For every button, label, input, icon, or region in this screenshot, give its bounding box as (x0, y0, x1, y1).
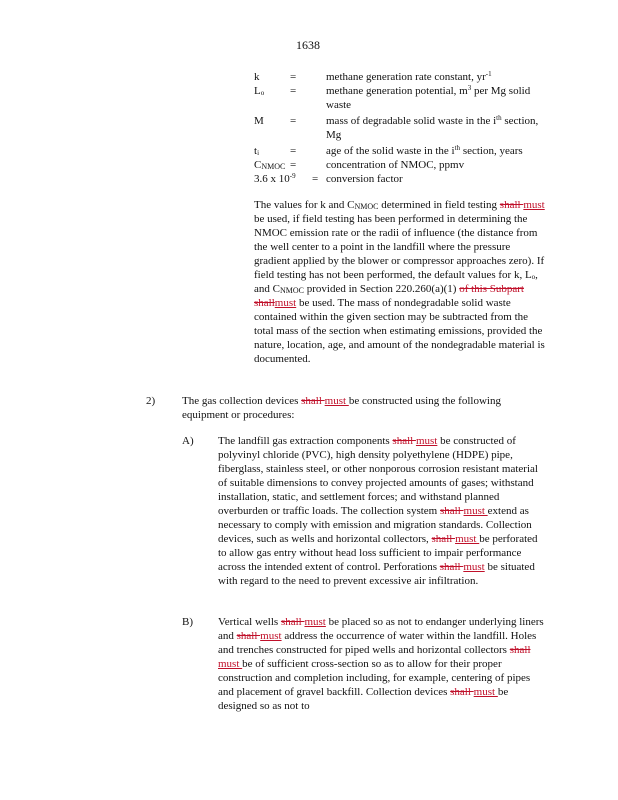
equals-sign: = (290, 145, 297, 157)
inserted-text: must (463, 561, 485, 573)
body-text: Vertical wells (218, 616, 281, 628)
item-a-label: A) (182, 435, 194, 447)
definitions-list (254, 70, 554, 186)
definition-row (254, 158, 554, 172)
body-text: be constructed of polyvinyl chloride (PVC), high density polyethylene (HDPE) pipe, fiberglass, stainless steel, or other nonporous corrosion resistant material of suitable dimensions to convey projected amounts of gases; withstand installation, static, and settlement forces; and withstand planned overburden or traffic loads. The collection system (218, 435, 538, 517)
definition-text: conversion factor (326, 173, 403, 185)
field-testing-paragraph: The values for k and $C_{NMOC}$ determined in field testing shall must be used, if field testing has been performed in determining the NMOC emission rate or the radii of influence (the distance from the well center to a point in the landfill where the pressure gradient applied by the blower or compressor approaches zero). If field testing has not been performed, the default values for k, $L_o$, and $C_{NMOC}$ provided in Section 220.260(a)(1) of this Subpart shallmust be used. The mass of nondegradable solid waste contained within the given section may be subtracted from the total mass of the section when estimating emissions, provided the nature, location, age, and amount of the nondegradable material is documented. (254, 199, 545, 365)
inserted-text: must (463, 505, 488, 517)
inserted-text: must (218, 658, 243, 670)
inserted-text: must (473, 686, 498, 698)
deleted-text: shall (236, 630, 261, 642)
definition-row (254, 144, 554, 158)
equals-sign: = (290, 85, 297, 97)
equals-sign: = (290, 115, 297, 127)
equals-sign: = (290, 159, 297, 171)
inserted-text: must (455, 533, 480, 545)
item-b-label: B) (182, 616, 193, 628)
deleted-text: shall (439, 505, 464, 517)
deleted-text: shall (450, 686, 474, 698)
definition-row (254, 70, 554, 84)
body-text: be situated with regard to the need to prevent excessive air infiltration. (218, 561, 535, 587)
deleted-text: shall (392, 435, 416, 447)
item-2-label: 2) (146, 395, 156, 407)
definition-text: mass of degradable solid waste in the $i^{th}$ section, Mg (326, 114, 539, 141)
body-text: The landfill gas extraction components (218, 435, 393, 447)
body-text: extend as necessary to comply with emission and migration standards. Collection devices, such as wells and horizontal collectors, (218, 505, 532, 545)
deleted-text: shall (439, 561, 464, 573)
definition-text: methane generation potential, $m^3$ per Mg solid waste (326, 84, 531, 111)
equals-sign: = (312, 173, 319, 185)
definition-symbol: $L_o$ (254, 85, 265, 97)
definition-text: age of the solid waste in the $i^{th}$ section, years (326, 144, 523, 157)
inserted-text: must (415, 435, 438, 447)
definition-symbol: M (254, 115, 264, 127)
inserted-text: must (304, 616, 326, 628)
deleted-text: shall (431, 533, 456, 545)
body-text: be designed so as not to (218, 686, 509, 712)
item-b-text (218, 615, 544, 713)
deleted-text: shall (280, 616, 305, 628)
body-text: be perforated to allow gas entry without head loss sufficient to impair performance across the intended extent of control. Perforations (218, 533, 538, 573)
inserted-text: must (260, 630, 282, 642)
definition-row (254, 84, 554, 112)
definition-symbol: $t_i$ (254, 145, 260, 157)
definition-row (254, 172, 554, 186)
equals-sign: = (290, 71, 297, 83)
body-text: be of sufficient cross-section so as to allow for their proper construction and completion including, for example, centering of pipes and placement of gravel backfill. Collection devices (218, 658, 531, 698)
body-text: be placed so as not to endanger underlying liners and (218, 616, 544, 642)
definition-row (254, 114, 554, 142)
item-a-text (218, 434, 544, 588)
definition-symbol: $C_{NMOC}$ (254, 159, 286, 171)
definition-text: concentration of NMOC, ppmv (326, 159, 465, 171)
body-text: address the occurrence of water within the landfill. Holes and trenches constructed for piped wells and horizontal collectors (218, 630, 537, 656)
definition-symbol: 3.6 x $10^{-9}$ (254, 172, 296, 185)
definition-text: methane generation rate constant, $yr^{-1}$ (326, 70, 492, 83)
definition-symbol: k (254, 71, 260, 83)
deleted-text: shall (509, 644, 531, 656)
page-number: 1638 (296, 38, 320, 52)
item-2-text: The gas collection devices shall must be constructed using the following equipment or procedures: (182, 395, 501, 421)
